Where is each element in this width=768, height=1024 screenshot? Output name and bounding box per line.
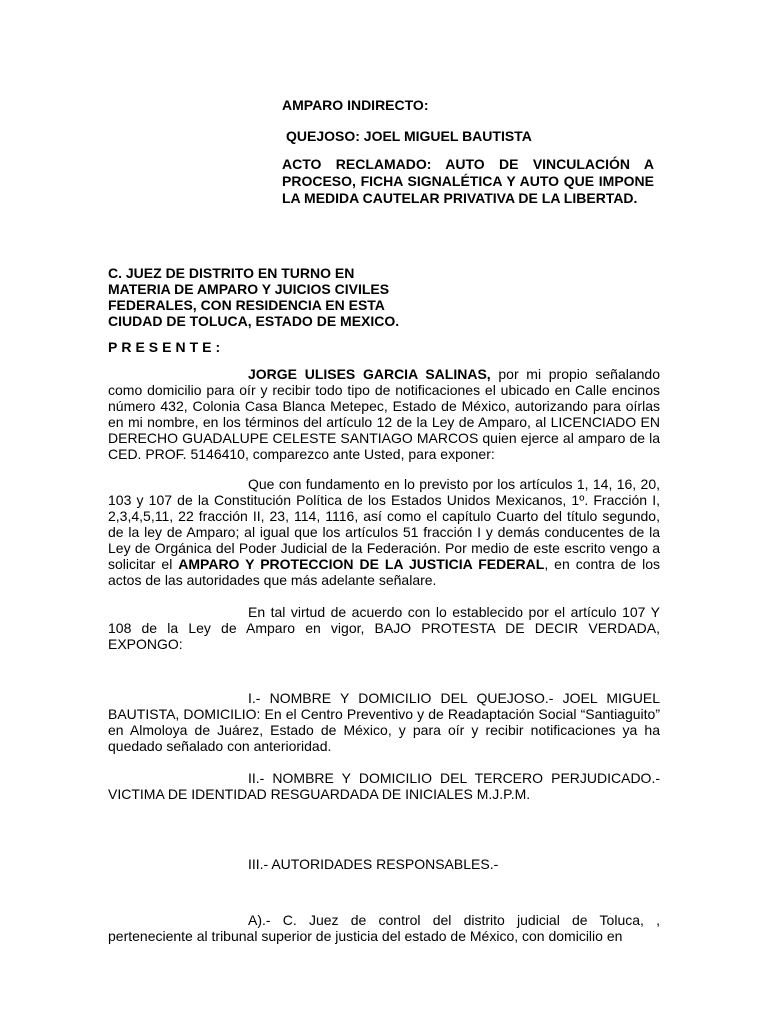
addressee-line-3: FEDERALES, CON RESIDENCIA EN ESTA bbox=[108, 297, 385, 313]
fundamento-text-2: , en contra de los actos de las autoridades que más adelante señalare. bbox=[108, 556, 660, 588]
section-tercero-text: II.- NOMBRE Y DOMICILIO DEL TERCERO PERJUDICADO.- VICTIMA DE IDENTIDAD RESGUARDADA DE INICIALES M.J.P.M. bbox=[108, 770, 660, 802]
presente-label: PRESENTE: bbox=[108, 339, 225, 355]
intro-text: por mi propio señalando como domicilio para oír y recibir todo tipo de notificaciones el ubicado en Calle encinos número 432, Colonia Casa Blanca Metepec, Estado de México, autorizando para oírlas en mi nombre, en los términos del artículo 12 de la Ley de Amparo, al LICENCIADO EN DERECHO GUADALUPE CELESTE SANTIAGO MARCOS quien ejerce al amparo de la CED. PROF. 5146410, comparezco ante Usted, para exponer: bbox=[108, 366, 660, 462]
section-tercero bbox=[108, 770, 660, 802]
quejoso-heading: QUEJOSO: JOEL MIGUEL BAUTISTA bbox=[286, 128, 532, 144]
fundamento-text-1: Que con fundamento en lo previsto por los artículos 1, 14, 16, 20, 103 y 107 de la Constitución Política de los Estados Unidos Mexicanos, 1º. Fracción I, 2,3,4,5,11, 22 fracción II, 23, 114, 1116, así como el capítulo Cuarto del título segundo, de la ley de Amparo; al igual que los artículos 51 fracción I y demás conducentes de la Ley de Orgánica del Poder Judicial de la Federación. Por medio de este escrito vengo a solicitar el bbox=[108, 476, 660, 572]
intro-paragraph bbox=[108, 366, 660, 462]
fundamento-bold: AMPARO Y PROTECCION DE LA JUSTICIA FEDERAL bbox=[178, 556, 545, 572]
section-quejoso bbox=[108, 690, 660, 754]
section-autoridades bbox=[108, 856, 660, 872]
fundamento-paragraph bbox=[108, 476, 660, 588]
addressee-line-1: C. JUEZ DE DISTRITO EN TURNO EN bbox=[108, 265, 355, 281]
addressee-line-2: MATERIA DE AMPARO Y JUICIOS CIVILES bbox=[108, 281, 390, 297]
promovente-name: JORGE ULISES GARCIA SALINAS, bbox=[248, 366, 491, 382]
addressee-line-4: CIUDAD DE TOLUCA, ESTADO DE MEXICO. bbox=[108, 313, 400, 329]
virtud-paragraph bbox=[108, 604, 660, 652]
virtud-text: En tal virtud de acuerdo con lo establecido por el artículo 107 Y 108 de la Ley de Amparo en vigor, BAJO PROTESTA DE DECIR VERDADA, EXPONGO: bbox=[108, 604, 660, 652]
amparo-heading: AMPARO INDIRECTO: bbox=[282, 97, 429, 113]
section-quejoso-text: I.- NOMBRE Y DOMICILIO DEL QUEJOSO.- JOEL MIGUEL BAUTISTA, DOMICILIO: En el Centro Preventivo y de Readaptación Social “Santiaguito” en Almoloya de Juárez, Estado de México, y para oír y recibir notificaciones ya ha quedado señalado con anterioridad. bbox=[108, 690, 660, 754]
section-autoridad-a bbox=[108, 912, 660, 944]
acto-reclamado-heading: ACTO RECLAMADO: AUTO DE VINCULACIÓN A PROCESO, FICHA SIGNALÉTICA Y AUTO QUE IMPONE LA MEDIDA CAUTELAR PRIVATIVA DE LA LIBERTAD. bbox=[282, 156, 654, 206]
section-autoridad-a-text: A).- C. Juez de control del distrito judicial de Toluca, , perteneciente al tribunal superior de justicia del estado de México, con domicilio en bbox=[108, 912, 660, 944]
section-autoridades-text: III.- AUTORIDADES RESPONSABLES.- bbox=[248, 856, 499, 872]
